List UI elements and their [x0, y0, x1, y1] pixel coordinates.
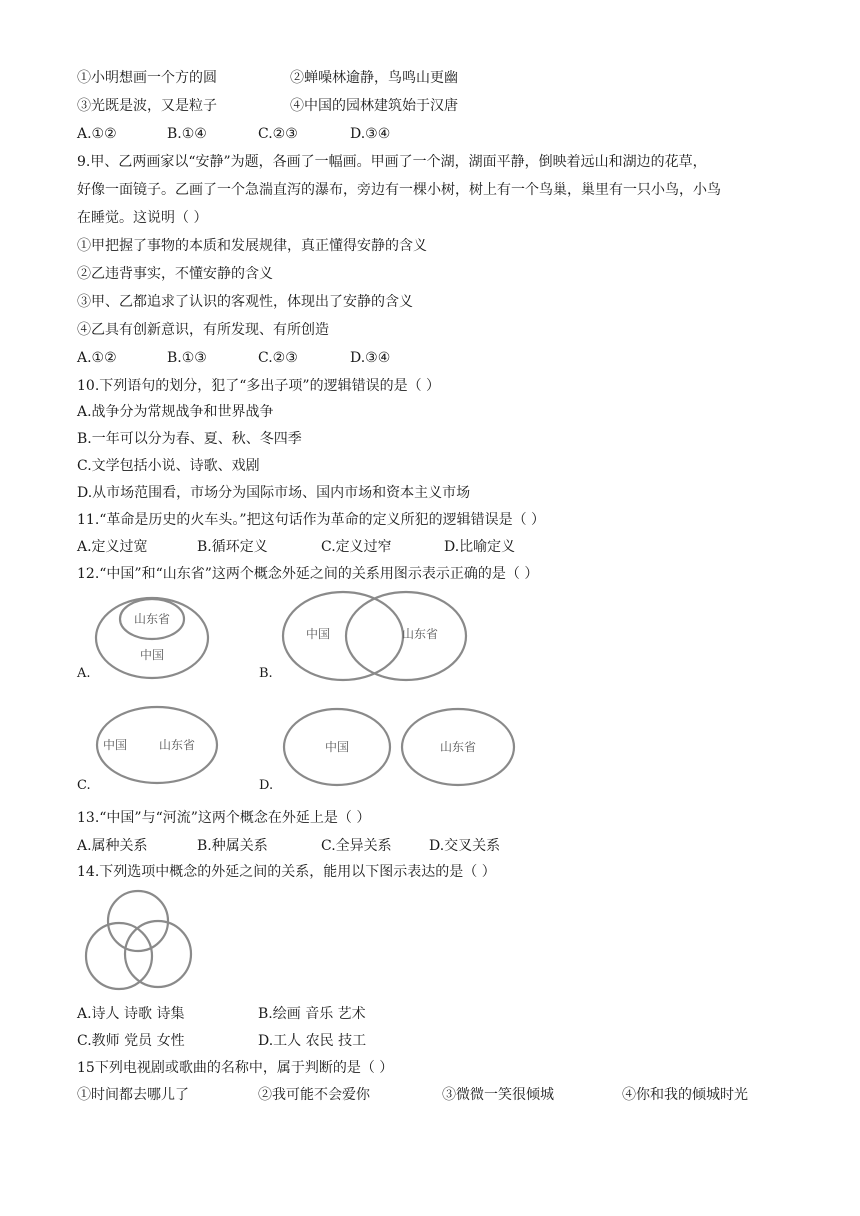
shandong-label: 山东省 — [133, 612, 171, 626]
q13-option-d: D.交叉关系 — [429, 838, 501, 854]
q9-statement-1: ①甲把握了事物的本质和发展规律，真正懂得安静的含义 — [77, 238, 427, 254]
q10-option-a: A.战争分为常规战争和世界战争 — [77, 404, 274, 420]
q8-option-b: B.①④ — [167, 126, 207, 142]
q9-stem-line-3: 在睡觉。这说明（ ） — [77, 210, 208, 226]
q12-letter-b: B. — [259, 666, 273, 681]
q14-option-c: C.教师 党员 女性 — [77, 1033, 185, 1049]
china-label: 中国 — [305, 627, 331, 641]
china-label: 中国 — [139, 648, 165, 662]
q9-statement-2: ②乙违背事实，不懂安静的含义 — [77, 266, 273, 282]
q8-option-a: A.①② — [77, 126, 117, 142]
q12-letter-d: D. — [259, 778, 274, 793]
q15-item-2: ②我可能不会爱你 — [258, 1087, 370, 1103]
q10-option-d: D.从市场范围看，市场分为国际市场、国内市场和资本主义市场 — [77, 485, 471, 501]
q9-stem-line-1: 9.甲、乙两画家以“安静”为题，各画了一幅画。甲画了一个湖，湖面平静，倒映着远山和湖边的花草， — [77, 154, 707, 170]
china-label: 中国 — [324, 740, 350, 754]
q12-letter-c: C. — [77, 778, 91, 793]
left-circle — [86, 923, 152, 989]
q10-option-b: B.一年可以分为春、夏、秋、冬四季 — [77, 431, 302, 447]
q12-diagram-b — [280, 590, 470, 690]
q13-option-a: A.属种关系 — [77, 838, 148, 854]
q14-option-a: A.诗人 诗歌 诗集 — [77, 1006, 185, 1022]
q11-stem: 11.“革命是历史的火车头。”把这句话作为革命的定义所犯的逻辑错误是（ ） — [77, 512, 546, 528]
china-label: 中国 — [102, 738, 128, 752]
q9-statement-4: ④乙具有创新意识，有所发现、有所创造 — [77, 322, 329, 338]
q11-option-c: C.定义过窄 — [321, 539, 392, 555]
q9-statement-3: ③甲、乙都追求了认识的客观性，体现出了安静的含义 — [77, 294, 413, 310]
q13-option-c: C.全异关系 — [321, 838, 392, 854]
q8-statement-3: ③光既是波，又是粒子 — [77, 98, 217, 114]
q14-option-d: D.工人 农民 技工 — [258, 1033, 367, 1049]
q15-item-3: ③微微一笑很倾城 — [442, 1087, 554, 1103]
q11-option-a: A.定义过宽 — [77, 539, 148, 555]
right-circle — [125, 921, 191, 987]
q9-option-b: B.①③ — [167, 350, 207, 366]
q13-stem: 13.“中国”与“河流”这两个概念在外延上是（ ） — [77, 810, 371, 826]
q14-three-circle-diagram — [82, 888, 202, 998]
q14-option-b: B.绘画 音乐 艺术 — [258, 1006, 366, 1022]
q12-diagram-a — [90, 592, 220, 682]
q10-option-c: C.文学包括小说、诗歌、戏剧 — [77, 458, 260, 474]
q11-option-b: B.循环定义 — [197, 539, 268, 555]
q15-stem: 15下列电视剧或歌曲的名称中，属于判断的是（ ） — [77, 1060, 394, 1076]
q8-option-c: C.②③ — [258, 126, 298, 142]
q11-option-d: D.比喻定义 — [444, 539, 516, 555]
q13-option-b: B.种属关系 — [197, 838, 268, 854]
q9-option-c: C.②③ — [258, 350, 298, 366]
q12-stem: 12.“中国”和“山东省”这两个概念外延之间的关系用图示表示正确的是（ ） — [77, 566, 539, 582]
q15-item-4: ④你和我的倾城时光 — [622, 1087, 748, 1103]
q12-letter-a: A. — [77, 666, 91, 681]
q8-statement-1: ①小明想画一个方的圆 — [77, 70, 217, 86]
q9-option-a: A.①② — [77, 350, 117, 366]
shandong-label: 山东省 — [439, 740, 477, 754]
q12-diagram-d — [282, 705, 522, 790]
shandong-label: 山东省 — [158, 738, 196, 752]
shandong-label: 山东省 — [401, 627, 439, 641]
q15-item-1: ①时间都去哪儿了 — [77, 1087, 189, 1103]
q8-statement-2: ②蝉噪林逾静，鸟鸣山更幽 — [290, 70, 458, 86]
china-circle — [283, 592, 403, 680]
q8-statement-4: ④中国的园林建筑始于汉唐 — [290, 98, 458, 114]
q14-stem: 14.下列选项中概念的外延之间的关系，能用以下图示表达的是（ ） — [77, 864, 496, 880]
q9-stem-line-2: 好像一面镜子。乙画了一个急湍直泻的瀑布，旁边有一棵小树，树上有一个鸟巢，巢里有一只小鸟，小鸟 — [77, 182, 721, 198]
q9-option-d: D.③④ — [350, 350, 391, 366]
q8-option-d: D.③④ — [350, 126, 391, 142]
q12-diagram-c — [95, 705, 225, 790]
q10-stem: 10.下列语句的划分，犯了“多出子项”的逻辑错误的是（ ） — [77, 378, 441, 394]
